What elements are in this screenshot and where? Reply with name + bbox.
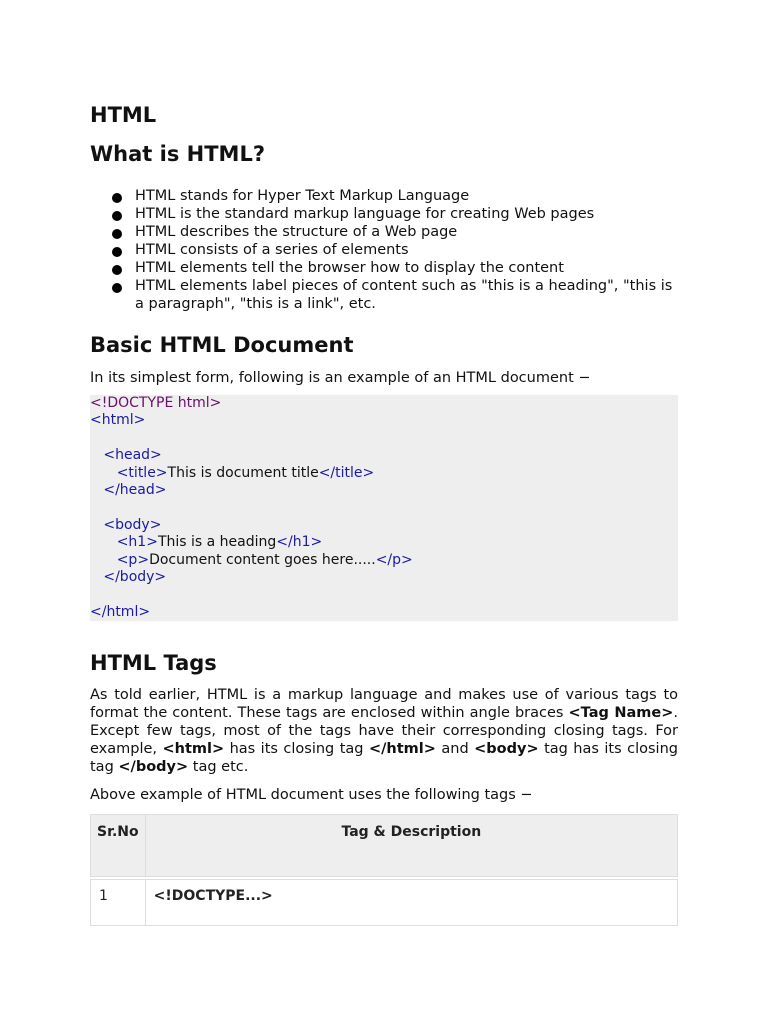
list-item (90, 241, 678, 259)
table-cell-tag: <!DOCTYPE...> (145, 880, 677, 926)
para-text: tag has its closing tag (90, 741, 678, 775)
list-item (90, 259, 678, 277)
code-title-open: <title> (116, 464, 168, 481)
list-item (90, 223, 678, 241)
code-title-close: </title> (318, 464, 375, 481)
code-head-close: </head> (103, 481, 167, 498)
section-heading-basic-document: Basic HTML Document (90, 333, 354, 357)
code-p-close: </p> (375, 551, 413, 568)
code-html-close: </html> (90, 603, 151, 620)
bullet-icon (112, 229, 122, 239)
list-item-text: HTML is the standard markup language for creating Web pages (135, 206, 595, 222)
code-html-open: <html> (90, 412, 146, 429)
list-item (90, 277, 678, 313)
code-block (90, 395, 678, 621)
bullet-icon (112, 247, 122, 257)
code-h1-open: <h1> (116, 534, 158, 551)
html-tags-paragraph (90, 686, 678, 776)
list-item-text: HTML describes the structure of a Web page (135, 224, 458, 240)
bullet-list (90, 187, 678, 313)
bullet-icon (112, 265, 122, 275)
code-body-close: </body> (103, 568, 167, 585)
basic-document-intro: In its simplest form, following is an example of an HTML document − (90, 370, 591, 386)
code-doctype: <!DOCTYPE html> (90, 395, 222, 411)
code-title-text: This is document title (167, 464, 319, 481)
para-bold-body-close: </body> (118, 759, 189, 775)
list-item (90, 187, 678, 205)
list-item-text: HTML elements label pieces of content such as "this is a heading", "this is a paragraph", "this is a link", etc. (135, 278, 673, 312)
para-text: and (435, 741, 475, 757)
list-item-text: HTML consists of a series of elements (135, 242, 409, 258)
para-text: tag etc. (188, 759, 249, 775)
table-intro: Above example of HTML document uses the following tags − (90, 787, 533, 803)
list-item-text: HTML stands for Hyper Text Markup Language (135, 188, 470, 204)
para-text: As told earlier, HTML is a markup language and makes use of various tags to format the content. These tags are enclosed within angle braces (90, 687, 678, 721)
para-bold-html-open: <html> (162, 741, 225, 757)
code-head-open: <head> (103, 447, 162, 464)
para-bold-body-open: <body> (474, 741, 539, 757)
tags-table (90, 814, 678, 926)
table-row (91, 880, 678, 926)
list-item (90, 205, 678, 223)
table-header-srno: Sr.No (91, 815, 146, 877)
table-header-row (91, 815, 678, 877)
para-text: has its closing tag (224, 741, 369, 757)
code-h1-close: </h1> (276, 534, 323, 551)
bullet-icon (112, 211, 122, 221)
para-bold-tag-name: <Tag Name> (568, 705, 674, 721)
section-heading-html-tags: HTML Tags (90, 651, 217, 675)
bullet-icon (112, 283, 122, 293)
code-body-open: <body> (103, 516, 162, 533)
list-item-text: HTML elements tell the browser how to display the content (135, 260, 564, 276)
table-header-tag-description: Tag & Description (145, 815, 677, 877)
section-heading-what-is-html: What is HTML? (90, 142, 266, 166)
para-bold-html-close: </html> (368, 741, 436, 757)
para-text: . Except few tags, most of the tags have their corresponding closing tags. For example, (90, 705, 678, 757)
code-h1-text: This is a heading (157, 534, 277, 551)
bullet-icon (112, 193, 122, 203)
table-cell-num: 1 (91, 880, 146, 926)
code-p-text: Document content goes here..... (149, 551, 376, 568)
code-p-open: <p> (116, 551, 150, 568)
page-title: HTML (90, 103, 157, 127)
